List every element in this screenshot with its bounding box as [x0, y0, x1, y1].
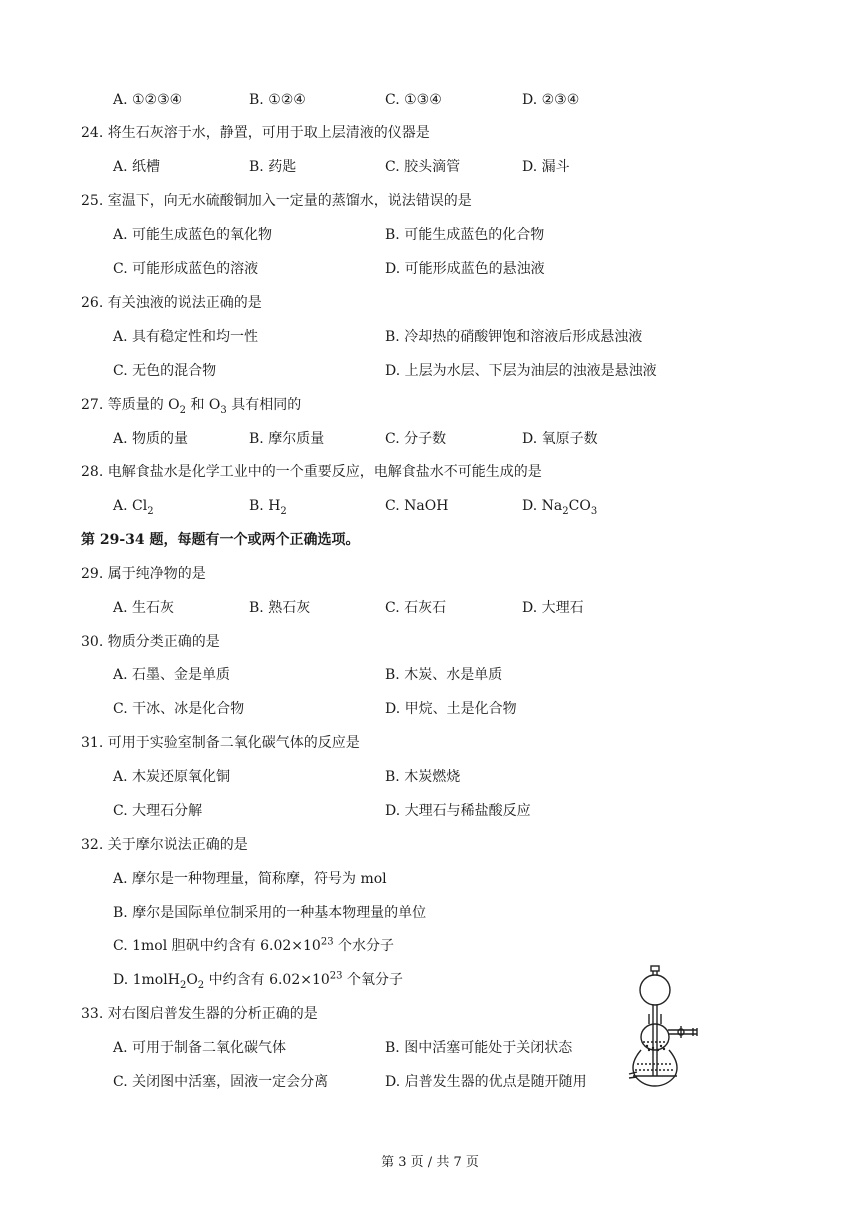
answer-option: D. 氧原子数 [522, 431, 598, 447]
answer-option: A. $Cl_2$ [113, 498, 154, 517]
answer-option: C. NaOH [385, 498, 449, 514]
answer-option: D. ②③④ [522, 92, 580, 108]
answer-option: A. 纸槽 [113, 159, 161, 175]
question-stem: 25. 室温下，向无水硫酸铜加入一定量的蒸馏水，说法错误的是 [81, 193, 472, 209]
question-stem: 30. 物质分类正确的是 [81, 634, 220, 650]
answer-option: A. 木炭还原氧化铜 [113, 769, 231, 785]
question-stem: 29. 属于纯净物的是 [81, 566, 206, 582]
answer-option: D. 甲烷、土是化合物 [385, 701, 517, 717]
answer-option: A. 生石灰 [113, 600, 175, 616]
answer-option: D. 启普发生器的优点是随开随用 [385, 1074, 587, 1090]
answer-option: A. 可能生成蓝色的氧化物 [113, 227, 273, 243]
answer-option: C. 可能形成蓝色的溶液 [113, 261, 259, 277]
question-stem: 24. 将生石灰溶于水，静置，可用于取上层清液的仪器是 [81, 125, 430, 141]
answer-option: C. ①③④ [385, 92, 442, 108]
answer-option: B. ①②④ [249, 92, 306, 108]
answer-option: A. 摩尔是一种物理量，简称摩，符号为 mol [113, 871, 387, 887]
kipp-generator-diagram [627, 964, 705, 1092]
question-stem: 26. 有关浊液的说法正确的是 [81, 295, 262, 311]
answer-option: A. ①②③④ [113, 92, 183, 108]
answer-option: D. $1molH_2O_2$ 中约含有 $6.02\times 10^{23}$ 个氧分子 [113, 970, 403, 991]
answer-option: B. 药匙 [249, 159, 297, 175]
question-stem: 28. 电解食盐水是化学工业中的一个重要反应，电解食盐水不可能生成的是 [81, 464, 542, 480]
answer-option: B. 摩尔是国际单位制采用的一种基本物理量的单位 [113, 905, 427, 921]
page-footer: 第 3 页 / 共 7 页 [381, 1155, 479, 1170]
section-heading: 第 29-34 题，每题有一个或两个正确选项。 [81, 532, 360, 548]
answer-option: C. 无色的混合物 [113, 363, 217, 379]
answer-option: B. 摩尔质量 [249, 431, 325, 447]
answer-option: B. 木炭燃烧 [385, 769, 461, 785]
answer-option: A. 可用于制备二氧化碳气体 [113, 1040, 287, 1056]
question-stem: 33. 对右图启普发生器的分析正确的是 [81, 1006, 318, 1022]
answer-option: D. 漏斗 [522, 159, 570, 175]
answer-option: B. 熟石灰 [249, 600, 311, 616]
answer-option: B. 可能生成蓝色的化合物 [385, 227, 545, 243]
answer-option: B. 冷却热的硝酸钾饱和溶液后形成悬浊液 [385, 329, 643, 345]
answer-option: C. 大理石分解 [113, 803, 203, 819]
answer-option: C. 胶头滴管 [385, 159, 461, 175]
answer-option: C. 1mol 胆矾中约含有 $6.02\times 10^{23}$ 个水分子 [113, 936, 395, 954]
answer-option: A. 物质的量 [113, 431, 189, 447]
answer-option: B. 木炭、水是单质 [385, 667, 503, 683]
question-stem: 31. 可用于实验室制备二氧化碳气体的反应是 [81, 735, 360, 751]
answer-option: D. 上层为水层、下层为油层的浊液是悬浊液 [385, 363, 657, 379]
answer-option: D. 可能形成蓝色的悬浊液 [385, 261, 545, 277]
answer-option: A. 石墨、金是单质 [113, 667, 231, 683]
answer-option: B. 图中活塞可能处于关闭状态 [385, 1040, 573, 1056]
answer-option: C. 分子数 [385, 431, 447, 447]
question-stem: 27. 等质量的 $O_2$ 和 $O_3$ 具有相同的 [81, 397, 302, 416]
answer-option: C. 关闭图中活塞，固液一定会分离 [113, 1074, 329, 1090]
answer-option: D. 大理石 [522, 600, 584, 616]
answer-option: D. 大理石与稀盐酸反应 [385, 803, 531, 819]
answer-option: C. 干冰、冰是化合物 [113, 701, 245, 717]
answer-option: D. $Na_2CO_3$ [522, 498, 598, 517]
answer-option: A. 具有稳定性和均一性 [113, 329, 259, 345]
question-stem: 32. 关于摩尔说法正确的是 [81, 837, 248, 853]
answer-option: C. 石灰石 [385, 600, 447, 616]
answer-option: B. $H_2$ [249, 498, 287, 517]
